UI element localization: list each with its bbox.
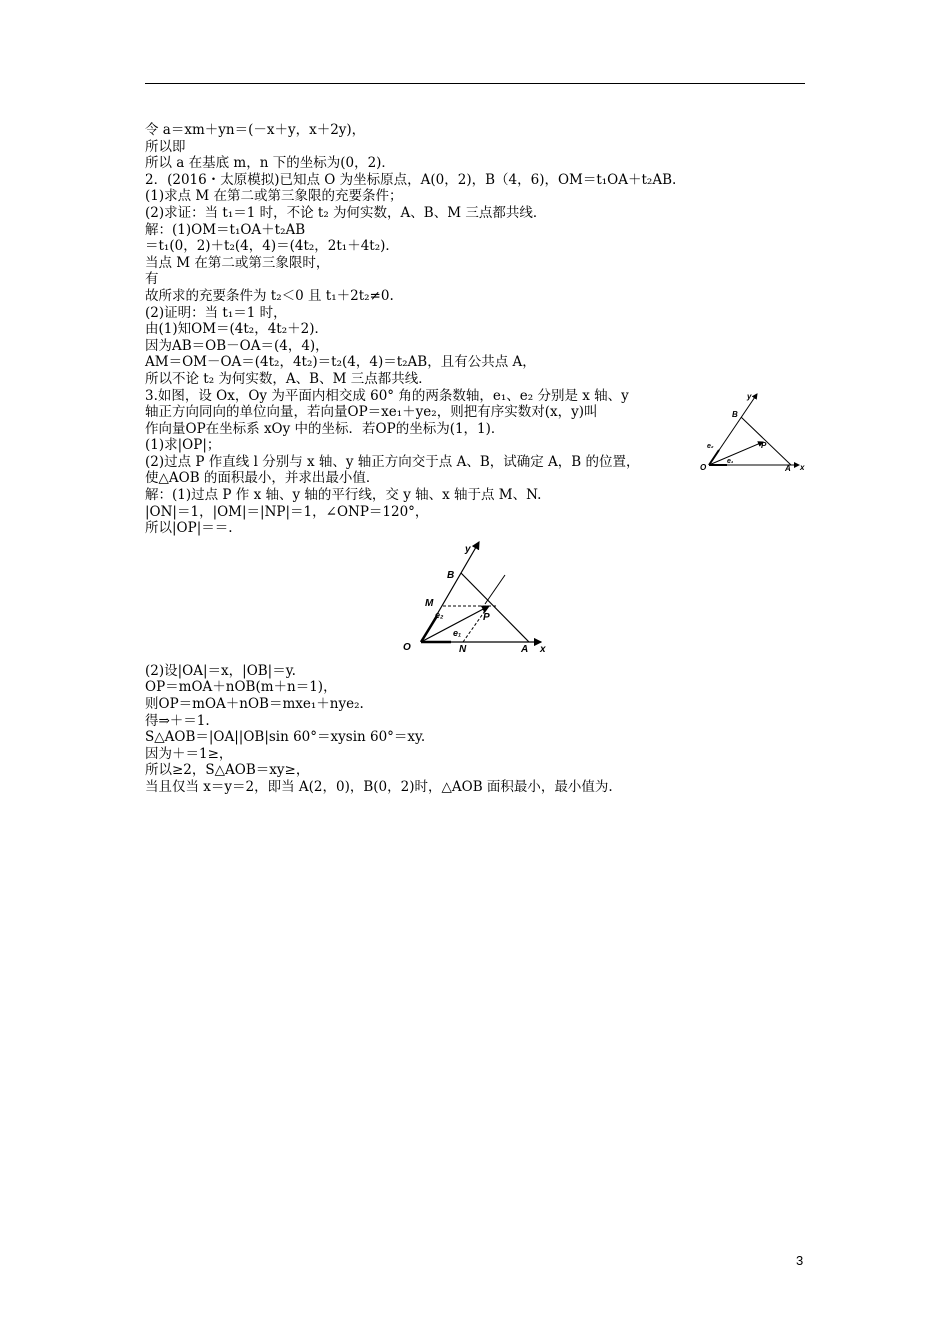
text-line: 得⇒＋＝1. [145,712,210,729]
text-line: 使△AOB 的面积最小，并求出最小值． [145,470,380,487]
text-line: (1)求点 M 在第二或第三象限的充要条件； [145,188,403,205]
text-line: 作向量OP在坐标系 xOy 中的坐标．若OP的坐标为(1，1)． [145,420,505,437]
document-body [145,122,745,796]
text-line: 轴正方向同向的单位向量，若向量OP＝xe₁＋ye₂，则把有序实数对(x，y)叫 [145,404,598,421]
text-line: 解：(1)过点 P 作 x 轴、y 轴的平行线，交 y 轴、x 轴于点 M、N. [145,487,542,504]
text-line: 所以不论 t₂ 为何实数，A、B、M 三点都共线． [145,370,432,387]
text-line: 则OP＝mOA＋nOB＝mxe₁＋nye₂. [145,696,364,713]
label-o: O [700,463,707,472]
label-x: x [800,463,805,472]
text-line: ＝t₁(0，2)＋t₂(4，4)＝(4t₂，2t₁＋4t₂)． [145,238,399,255]
text-line: 因为AB＝OB－OA＝(4，4)， [145,337,329,354]
text-line: 故所求的充要条件为 t₂＜0 且 t₁＋2t₂≠0. [145,287,394,304]
label-p: P [483,612,490,623]
label-e1: e₁ [727,458,734,465]
label-b: B [732,410,738,419]
label-n: N [459,644,467,655]
text-line: 所以即 [145,138,186,155]
text-line: 解：(1)OM＝t₁OA＋t₂AB [145,221,306,238]
text-line: 由(1)知OM＝(4t₂，4t₂＋2)． [145,321,328,338]
page-number: 3 [796,1253,804,1268]
header-rule [145,83,805,84]
label-o: O [403,642,411,653]
line-l-extension [485,575,505,604]
text-line: 因为＋＝1≥， [145,745,233,762]
label-b: B [447,570,455,581]
text-line: (2)求证：当 t₁＝1 时，不论 t₂ 为何实数，A、B、M 三点都共线． [145,204,547,221]
text-line: 令 a＝xm＋yn＝(－x＋y，x＋2y)， [145,122,366,138]
label-e2: e₂ [707,443,714,450]
label-e2: e₂ [435,610,444,620]
problem-3-statement: 3.如图，设 Ox，Oy 为平面内相交成 60° 角的两条数轴，e₁、e₂ 分别是 x 轴、y [145,387,629,404]
text-line: 有 [145,271,159,288]
text-line: S△AOB＝|OA||OB|sin 60°＝xysin 60°＝xy. [145,729,426,746]
oblique-axes-figure-large [393,538,553,658]
label-m: M [425,598,434,609]
text-line: (2)过点 P 作直线 l 分别与 x 轴、y 轴正方向交于点 A、B，试确定 A，B 的位置， [145,453,640,470]
label-e1: e₁ [453,628,462,638]
text-line: 当且仅当 x＝y＝2，即当 A(2，0)，B(0，2)时，△AOB 面积最小，最小值为. [145,779,613,795]
label-a: A [785,464,791,472]
text-line: |ON|＝1，|OM|＝|NP|＝1，∠ONP＝120°， [145,503,429,520]
text-line: (2)证明：当 t₁＝1 时， [145,304,287,321]
text-line: (2)设|OA|＝x，|OB|＝y. [145,662,296,679]
text-line: 所以|OP|＝＝. [145,520,233,537]
text-line: 所以≥2，S△AOB＝xy≥， [145,762,310,779]
label-y: y [465,544,471,555]
label-y: y [747,392,752,401]
label-a: A [521,644,529,655]
text-line: AM＝OM－OA＝(4t₂，4t₂)＝t₂(4，4)＝t₂AB，且有公共点 A， [145,354,536,371]
label-p: P [761,441,767,450]
text-line: OP＝mOA＋nOB(m＋n＝1)， [145,679,337,696]
text-line: 所以 a 在基底 m，n 下的坐标为(0，2)． [145,155,395,172]
label-x: x [540,644,546,655]
text-line: 当点 M 在第二或第三象限时， [145,254,330,271]
text-line: (1)求|OP|； [145,437,221,454]
problem-2-statement: 2．(2016・太原模拟)已知点 O 为坐标原点，A(0，2)，B（4，6)，OM＝t₁OA＋t₂AB. [145,171,677,188]
line-l [461,573,529,642]
oblique-axes-figure-small [697,390,809,472]
